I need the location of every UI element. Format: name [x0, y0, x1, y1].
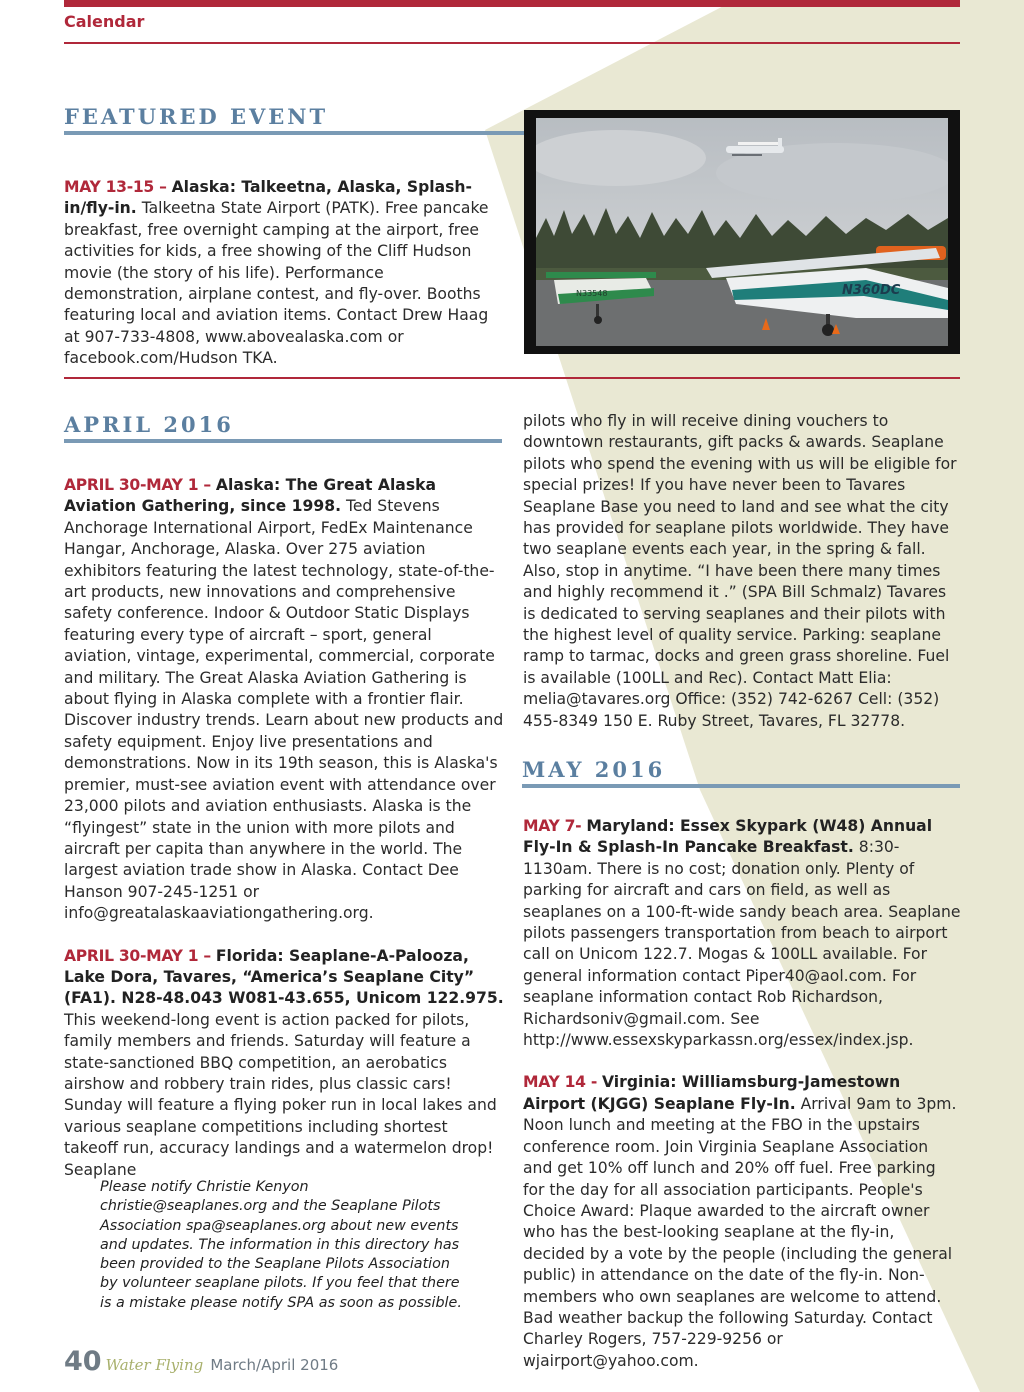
page-footer — [64, 1346, 338, 1377]
event-title: Virginia: Williamsburg-Jamestown Airport (KJGG) Seaplane Fly-In. — [523, 1073, 901, 1113]
section-label: Calendar — [64, 12, 145, 31]
event-date: APRIL 30-MAY 1 – — [64, 476, 211, 494]
event-body: Ted Stevens Anchorage International Airport, FedEx Maintenance Hangar, Anchorage, Alaska. Over 275 aviation exhibitors featuring the latest technology, state-of-the-art products, new innovations and comprehensive safety conference. Indoor & Outdoor Static Displays featuring every type of aircraft – sport, general aviation, vintage, experimental, commercial, corporate and military. The Great Alaska Aviation Gathering is about flying in Alaska complete with a frontier flair. Discover industry trends. Learn about new products and safety equipment. Enjoy live presentations and demonstrations. Now in its 19th season, this is Alaska's premier, must-see aviation event with attendance over 23,000 pilots and aviation enthusiasts. Alaska is the “flyingest” state in the union with more pilots and aircraft per capita than anywhere in the world. The largest aviation trade show in Alaska. Contact Dee Hanson 907-245-1251 or info@greatalaskaaviationgathering.org. — [64, 497, 504, 923]
magazine-name: Water Flying — [105, 1356, 204, 1374]
event-body: Arrival 9am to 3pm. Noon lunch and meeting at the FBO in the upstairs conference room. Join Virginia Seaplane Association and get 10% off lunch and 20% off fuel. Free parking for the day for all association participants. People's Choice Award: Plaque awarded to the aircraft owner who has the best-looking seaplane at the fly-in, decided by a vote by the people (including the general public) in attendance on the date of the fly-in. Non-members who own seaplanes are welcome to attend. Bad weather backup the following Saturday. Contact Charley Rogers, 757-229-9256 or wjairport@yahoo.com. — [523, 1094, 957, 1370]
plane-right-registration: N360DC — [842, 283, 901, 298]
event-body: This weekend-long event is action packed for pilots, family members and friends. Saturday will feature a state-sanctioned BBQ competition, an aerobatics airshow and robbery train rides, plus classic cars! Sunday will feature a flying poker run in local lakes and various seaplane competitions including shortest takeoff run, accuracy landings and a watermelon drop! Seaplane — [64, 1010, 497, 1179]
featured-date: MAY 13-15 – — [64, 178, 167, 196]
event-seaplane-a-palooza — [64, 946, 504, 1181]
featured-heading: FEATURED EVENT — [64, 104, 329, 129]
may-column — [523, 816, 961, 1372]
featured-photo — [524, 110, 960, 354]
issue-date: March/April 2016 — [210, 1356, 339, 1374]
featured-event — [64, 177, 504, 370]
event-body: 8:30-1130am. There is no cost; donation only. Plenty of parking for aircraft and cars on field, as well as seaplanes on a 100-ft-wide sandy beach area. Seaplane pilots passengers transportation from beach to airport call on Unicom 122.7. Mogas & 100LL available. For general information contact Piper40@aol.com. For seaplane information contact Rob Richardson, Richardsoniv@gmail.com. See http://www.essexskyparkassn.org/essex/index.jsp. — [523, 838, 961, 1050]
event-title: Maryland: Essex Skypark (W48) Annual Fly-In & Splash-In Pancake Breakfast. — [523, 817, 933, 857]
header-rule — [64, 42, 960, 44]
top-accent-bar — [64, 0, 960, 7]
event-alaska-aviation-gathering — [64, 475, 504, 925]
may-heading-bar — [522, 784, 960, 788]
page-number: 40 — [64, 1346, 102, 1377]
event-date: MAY 7- — [523, 817, 582, 835]
event-date: MAY 14 - — [523, 1073, 598, 1092]
april-heading: APRIL 2016 — [64, 412, 234, 437]
april-continued-column — [523, 411, 961, 732]
event-title: Florida: Seaplane-A-Palooza, Lake Dora, Tavares, “America’s Seaplane City” (FA1). N28-48.043 W081-43.655, Unicom 122.975. — [64, 946, 504, 1008]
may-heading: MAY 2016 — [522, 757, 666, 782]
featured-rule — [64, 377, 960, 379]
april-heading-bar — [64, 439, 502, 443]
event-title: Alaska: The Great Alaska Aviation Gathering, since 1998. — [64, 476, 437, 516]
plane-left-registration: N33548 — [576, 289, 608, 298]
featured-heading-bar — [64, 131, 534, 135]
event-williamsburg-jamestown — [523, 1072, 961, 1372]
seaplanes-photo-illustration — [536, 118, 948, 346]
featured-title: Alaska: Talkeetna, Alaska, Splash-in/fly-in. — [64, 178, 472, 218]
event-date: APRIL 30-MAY 1 – — [64, 946, 211, 965]
event-body-continued: pilots who fly in will receive dining vouchers to downtown restaurants, gift packs & awards. Seaplane pilots who spend the evening with us will be eligible for special prizes! If you have never been to Tavares Seaplane Base you need to land and see what the city has provided for seaplane pilots worldwide. They have two seaplane events each year, in the spring & fall. Also, stop in anytime. “I have been there many times and highly recommend it .” (SPA Bill Schmalz) Tavares is dedicated to serving seaplanes and their pilots with the highest level of quality service. Parking: seaplane ramp to tarmac, docks and green grass shoreline. Fuel is available (100LL and Rec). Contact Matt Elia: melia@tavares.org Office: (352) 742-6267 Cell: (352) 455-8349 150 E. Ruby Street, Tavares, FL 32778. — [523, 412, 957, 730]
april-column — [64, 475, 504, 1181]
featured-body: Talkeetna State Airport (PATK). Free pancake breakfast, free overnight camping at the airport, free activities for kids, a free showing of the Cliff Hudson movie (the story of his life). Performance demonstration, airplane contest, and fly-over. Booths featuring local and aviation items. Contact Drew Haag at 907-733-4808, www.abovealaska.com or facebook.com/Hudson TKA. — [64, 199, 489, 368]
submission-note: Please notify Christie Kenyon christie@seaplanes.org and the Seaplane Pilots Association spa@seaplanes.org about new events and updates. The information in this directory has been provided to the Seaplane Pilots Association by volunteer seaplane pilots. If you feel that there is a mistake please notify SPA as soon as possible. — [100, 1179, 462, 1311]
event-essex-skypark — [523, 816, 961, 1051]
